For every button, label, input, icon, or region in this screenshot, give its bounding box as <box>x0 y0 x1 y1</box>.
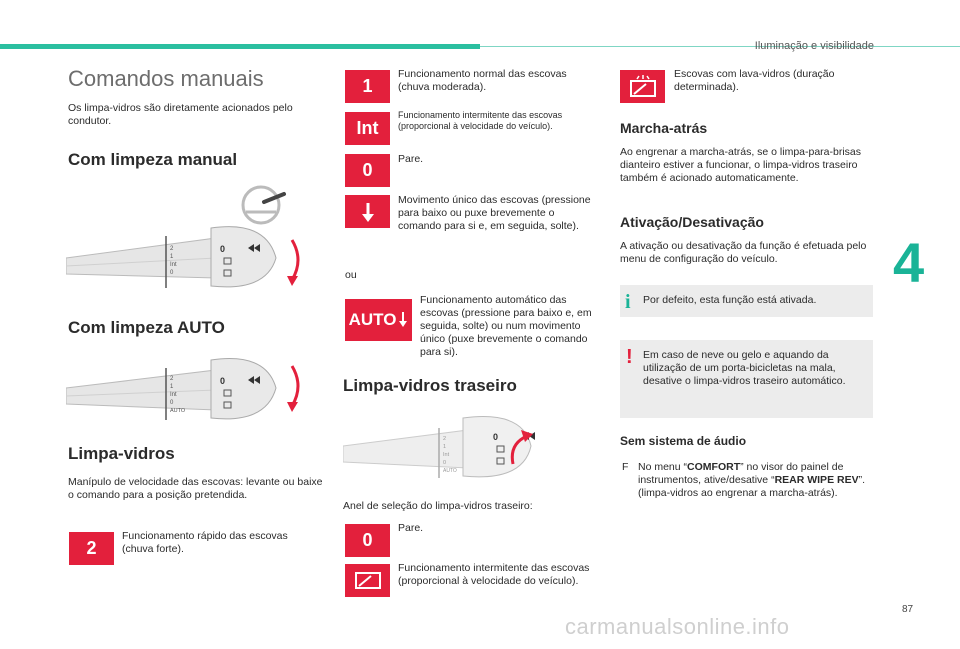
svg-text:0: 0 <box>220 244 226 254</box>
manual-wiper-stalk-illustration <box>66 180 316 295</box>
svg-text:0: 0 <box>170 270 174 276</box>
activation-text: A ativação ou desativação da função é efetuada pelo menu de configuração do veículo. <box>620 240 867 265</box>
speed-1-badge: 1 <box>345 70 390 103</box>
speed-2-text: Funcionamento rápido das escovas (chuva forte). <box>122 530 288 555</box>
speed-1-text: Funcionamento normal das escovas (chuva moderada). <box>398 68 567 93</box>
arrow-down-icon <box>360 201 376 223</box>
page-number: 87 <box>902 604 914 615</box>
speed-2-badge: 2 <box>69 532 114 565</box>
header-accent-bar <box>0 44 480 49</box>
rear-0-text: Pare. <box>398 522 424 534</box>
speed-int-badge: Int <box>345 112 390 145</box>
activation-heading: Ativação/Desativação <box>620 214 764 230</box>
rear-washer-text: Escovas com lava-vidros (duração determinada). <box>674 68 835 93</box>
auto-badge <box>345 299 412 341</box>
svg-text:0: 0 <box>170 400 174 406</box>
svg-text:0: 0 <box>220 376 226 386</box>
info-text: Por defeito, esta função está ativada. <box>643 294 817 306</box>
auto-wiper-stalk-illustration <box>66 348 316 428</box>
svg-text:Int: Int <box>170 392 177 398</box>
rear-0-badge: 0 <box>345 524 390 557</box>
rear-wiper-heading: Limpa-vidros traseiro <box>343 376 517 395</box>
rear-washer-icon <box>627 74 659 100</box>
info-icon: i <box>625 291 631 313</box>
svg-text:AUTO: AUTO <box>443 468 457 474</box>
speed-0-text: Pare. <box>398 153 424 165</box>
warning-text: Em caso de neve ou gelo e aquando da utilização de um porta-bicicletas na mala, desative o limpa-vidros traseiro automático. <box>643 349 846 387</box>
speed-int-text: Funcionamento intermitente das escovas (proporcional à velocidade do veículo). <box>398 110 563 131</box>
rear-wiper-icon <box>353 570 383 592</box>
single-wipe-badge <box>345 195 390 228</box>
svg-text:Int: Int <box>443 452 450 458</box>
rear-int-text: Funcionamento intermitente das escovas (proporcional à velocidade do veículo). <box>398 562 590 587</box>
audio-heading: Sem sistema de áudio <box>620 434 747 448</box>
or-text: ou <box>345 269 357 281</box>
rear-int-badge <box>345 564 390 597</box>
bullet-marker: F <box>622 461 629 473</box>
svg-text:2: 2 <box>170 246 174 252</box>
auto-heading: Com limpeza AUTO <box>68 318 225 337</box>
rear-wiper-ring-illustration <box>343 408 558 484</box>
auto-text: Funcionamento automático das escovas (pressione para baixo e, em seguida, solte) ou num movimento único (puxe brevemente o comando para si). <box>420 294 592 358</box>
page-title: Comandos manuais <box>68 66 264 91</box>
chapter-number: 4 <box>893 231 925 294</box>
svg-text:2: 2 <box>443 436 447 442</box>
reverse-heading: Marcha-atrás <box>620 120 708 136</box>
watermark: carmanualsonline.info <box>565 614 790 639</box>
header-rule <box>480 46 960 47</box>
svg-text:2: 2 <box>170 376 174 382</box>
svg-text:0: 0 <box>493 432 499 442</box>
steering-wheel-icon <box>243 187 284 223</box>
svg-text:1: 1 <box>170 254 174 260</box>
auto-badge-label: AUTO <box>348 310 397 329</box>
svg-text:0: 0 <box>443 460 447 466</box>
manual-heading: Com limpeza manual <box>68 150 238 169</box>
single-wipe-text: Movimento único das escovas (pressione para baixo ou puxe brevemente o comando para si e, em seguida, solte). <box>398 194 591 232</box>
wipers-heading: Limpa-vidros <box>68 444 175 463</box>
svg-text:1: 1 <box>170 384 174 390</box>
audio-instruction: No menu “COMFORT” no visor do painel de instrumentos, ative/desative “REAR WIPE REV”. (limpa-vidros ao engrenar a marcha-atrás). <box>638 461 865 499</box>
svg-text:AUTO: AUTO <box>170 408 186 414</box>
speed-0-badge: 0 <box>345 154 390 187</box>
section-title: Iluminação e visibilidade <box>754 40 874 52</box>
intro-text: Os limpa-vidros são diretamente acionados pelo condutor. <box>68 102 293 127</box>
svg-text:1: 1 <box>443 444 447 450</box>
rear-washer-badge <box>620 70 665 103</box>
warning-icon: ! <box>626 346 633 368</box>
svg-text:Int: Int <box>170 262 177 268</box>
wipers-description: Manípulo de velocidade das escovas: levante ou baixe o comando para a posição pretendida. <box>68 476 323 501</box>
rear-wiper-description: Anel de seleção do limpa-vidros traseiro: <box>343 500 533 512</box>
reverse-text: Ao engrenar a marcha-atrás, se o limpa-para-brisas dianteiro estiver a funcionar, o limpa-vidros traseiro também é acionado automaticamente. <box>620 146 862 184</box>
arrow-down-icon <box>398 311 408 329</box>
